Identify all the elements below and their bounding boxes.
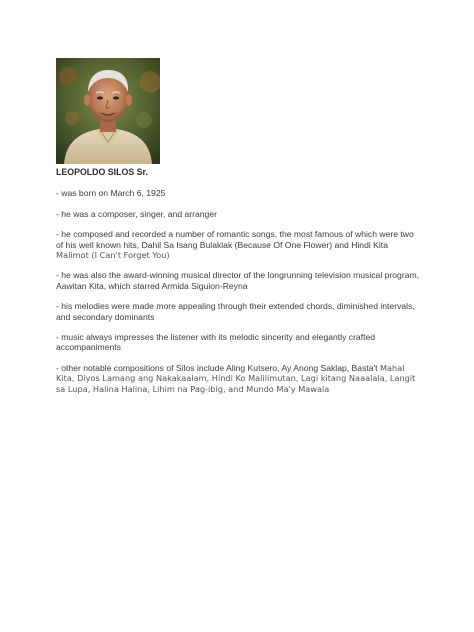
bio-paragraph-7 xyxy=(56,363,422,394)
bio-paragraph-text: - he composed and recorded a number of romantic songs, the most famous of which were two of his well known hits, Dahil Sa Isang Bulaklak (Because Of One Flower) and Hindi Kita xyxy=(56,229,414,250)
portrait-photo xyxy=(56,58,160,164)
bio-paragraph-text: - he was also the award-winning musical director of the longrunning television musical program, Aawitan Kita, which starred Armida Siguion-Reyna xyxy=(56,270,420,291)
bio-paragraph-text: - music always impresses the listener with its melodic sincerity and elegantly crafted accompaniments xyxy=(56,332,376,353)
person-name-heading: LEOPOLDO SILOS Sr. xyxy=(56,167,148,177)
biography-text xyxy=(56,167,422,404)
bio-paragraph-text: - he was a composer, singer, and arranger xyxy=(56,208,217,219)
bio-paragraph-text: - other notable compositions of Silos include Aling Kutsero, Ay Anong Saklap, Basta't xyxy=(56,362,380,373)
bio-paragraph-4 xyxy=(56,270,422,291)
bio-paragraph-text: - his melodies were made more appealing through their extended chords, diminished intervals, and secondary dominants xyxy=(56,301,415,322)
bio-paragraph-1 xyxy=(56,188,422,198)
bio-paragraph-tail: Mahal Kita, Diyos Lamang ang Nakakaalam, Hindi Ko Malilimutan, Lagi kitang Naaalala, Langit sa Lupa, Halina Halina, Lihim na Pag-ibig, and Mundo Ma'y Mawala xyxy=(56,362,416,394)
bio-paragraph-text: - was born on March 6, 1925 xyxy=(56,188,166,199)
bio-paragraph-tail: Malimot (I Can't Forget You) xyxy=(56,250,170,261)
bio-paragraph-5 xyxy=(56,301,422,322)
bio-paragraph-3 xyxy=(56,229,422,260)
bio-paragraph-6 xyxy=(56,332,422,353)
bio-paragraph-2 xyxy=(56,209,422,219)
portrait-image xyxy=(56,58,160,164)
